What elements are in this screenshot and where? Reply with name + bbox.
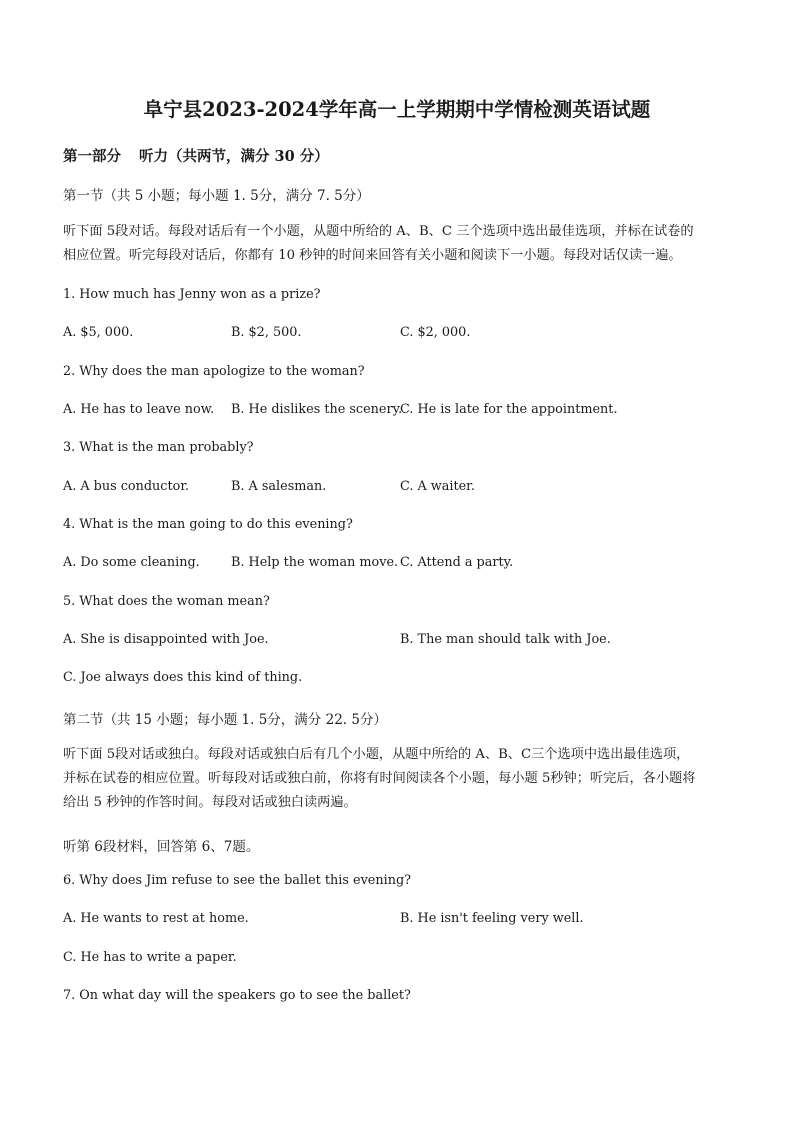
section2-instructions [63, 743, 735, 815]
option-a: A. A bus conductor. [63, 479, 190, 494]
instructions-line: 并标在试卷的相应位置。听每段对话或独白前，你将有时间阅读各个小题，每小题 5秒钟；听完后，各小题将 [63, 771, 696, 786]
option-a: A. He has to leave now. [63, 402, 215, 417]
option-a: A. $5, 000. [63, 325, 134, 340]
instructions-line: 给出 5 秒钟的作答时间。每段对话或独白读两遍。 [63, 795, 357, 810]
option-c: C. $2, 000. [400, 325, 471, 340]
option-b: B. The man should talk with Joe. [400, 632, 611, 647]
part1-heading [63, 145, 329, 166]
page-title: 阜宁县2023-2024学年高一上学期期中学情检测英语试题 [143, 98, 651, 121]
question-stem: 6. Why does Jim refuse to see the ballet this evening? [63, 873, 412, 888]
part1-label: 第一部分 [63, 148, 121, 165]
instructions-line: 听下面 5段对话或独白。每段对话或独白后有几个小题，从题中所给的 A、B、C三个选项中选出最佳选项， [63, 747, 690, 762]
part1-name: 听力（共两节，满分 30 分） [139, 148, 329, 165]
option-c: C. Joe always does this kind of thing. [63, 670, 303, 685]
option-a: A. She is disappointed with Joe. [63, 632, 269, 647]
option-b: B. $2, 500. [231, 325, 302, 340]
question-stem: 2. Why does the man apologize to the woman? [63, 364, 365, 379]
instructions-line: 听下面 5段对话。每段对话后有一个小题，从题中所给的 A、B、C 三个选项中选出最佳选项，并标在试卷的 [63, 224, 694, 239]
question-stem: 1. How much has Jenny won as a prize? [63, 287, 321, 302]
option-a: A. Do some cleaning. [63, 555, 200, 570]
question-stem: 5. What does the woman mean? [63, 594, 270, 609]
option-c: C. Attend a party. [400, 555, 514, 570]
option-c: C. He is late for the appointment. [400, 402, 618, 417]
section2-heading: 第二节（共 15 小题；每小题 1. 5分，满分 22. 5分） [63, 712, 387, 728]
material-note: 听第 6段材料，回答第 6、7题。 [63, 839, 260, 855]
option-a: A. He wants to rest at home. [63, 911, 249, 926]
option-b: B. A salesman. [231, 479, 327, 494]
section1-instructions [63, 220, 735, 268]
question-stem: 3. What is the man probably? [63, 440, 254, 455]
option-b: B. He isn't feeling very well. [400, 911, 584, 926]
option-b: B. He dislikes the scenery. [231, 402, 403, 417]
section1-heading: 第一节（共 5 小题；每小题 1. 5分，满分 7. 5分） [63, 188, 370, 204]
option-b: B. Help the woman move. [231, 555, 399, 570]
question-stem: 4. What is the man going to do this evening? [63, 517, 353, 532]
instructions-line: 相应位置。听完每段对话后，你都有 10 秒钟的时间来回答有关小题和阅读下一小题。每段对话仅读一遍。 [63, 248, 682, 263]
question-stem: 7. On what day will the speakers go to see the ballet? [63, 988, 411, 1003]
option-c: C. A waiter. [400, 479, 475, 494]
option-c: C. He has to write a paper. [63, 950, 237, 965]
